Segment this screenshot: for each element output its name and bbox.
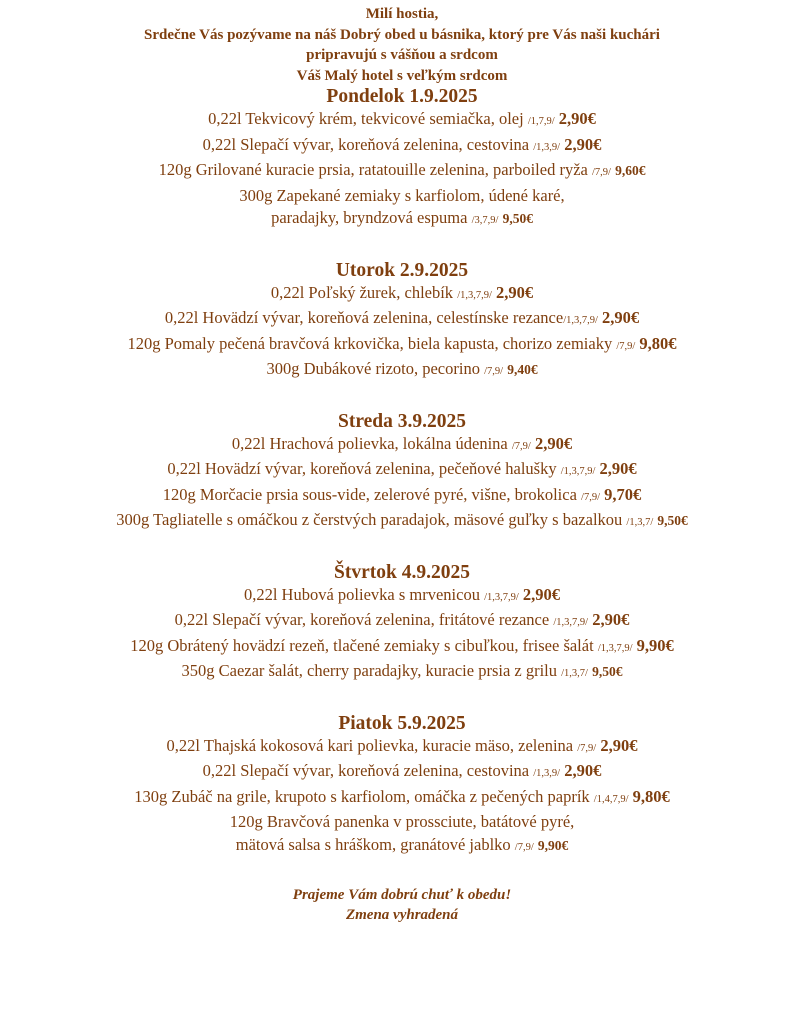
price: 2,90€ [496, 282, 534, 302]
menu-item [0, 134, 804, 160]
allergens: /1,3,9/ [533, 141, 561, 153]
day-section [0, 260, 804, 384]
allergens: /7,9/ [577, 742, 597, 754]
closing-note: Zmena vyhradená [345, 907, 459, 923]
day-section [0, 411, 804, 535]
intro-block [0, 4, 804, 86]
menu-item [0, 458, 804, 484]
invitation-line-2: pripravujú s vášňou a srdcom [306, 47, 498, 63]
allergens: /7,9/ [616, 340, 636, 352]
price: 9,60€ [615, 163, 646, 178]
price: 9,80€ [632, 786, 670, 806]
dish-text: 120g Morčacie prsia sous-vide, zelerové pyré, višne, brokolica [162, 484, 582, 504]
menu-item [0, 660, 804, 686]
price: 9,50€ [502, 211, 533, 226]
dish-text: 350g Caezar šalát, cherry paradajky, kuracie prsia z grilu [181, 661, 562, 680]
price: 2,90€ [534, 433, 573, 453]
menu-item [0, 509, 804, 535]
day-section [0, 562, 804, 686]
closing-wish: Prajeme Vám dobrú chuť k obedu! [292, 887, 512, 903]
allergens: /1,3,7,9/ [553, 617, 589, 628]
dish-text: 300g Tagliatelle s omáčkou z čerstvých paradajok, mäsové guľky s bazalkou [116, 510, 627, 529]
dish-text: 120g Grilované kuracie prsia, ratatouille zelenina, parboiled ryža [158, 160, 592, 179]
allergens: /7,9/ [511, 440, 531, 452]
allergens: /1,4,7,9/ [593, 793, 629, 805]
dish-text: 300g Dubákové rizoto, pecorino [266, 359, 485, 378]
menu-item [0, 834, 804, 860]
dish-text: 0,22l Hovädzí vývar, koreňová zelenina, celestínske rezance [164, 308, 564, 327]
menu-item [0, 358, 804, 384]
allergens: /3,7,9/ [471, 215, 499, 226]
allergens: /1,3,7,9/ [597, 642, 633, 654]
menu-item [0, 185, 804, 208]
allergens: /7,9/ [591, 167, 611, 178]
allergens: /1,3,7,9/ [560, 466, 596, 477]
day-section [0, 86, 804, 233]
dish-text: 0,22l Hubová polievka s mrvenicou [243, 584, 485, 604]
menu-item [0, 584, 804, 610]
dish-text: 120g Pomaly pečená bravčová krkovička, biela kapusta, chorizo zemiaky [127, 333, 617, 353]
price: 9,90€ [537, 837, 569, 853]
dish-text: 130g Zubáč na grile, krupoto s karfiolom, omáčka z pečených paprík [134, 786, 594, 806]
dish-text: mätová salsa s hráškom, granátové jablko [235, 834, 515, 854]
price: 2,90€ [599, 459, 637, 478]
allergens: /7,9/ [581, 491, 601, 503]
menu-item [0, 760, 804, 786]
day-title: Piatok 5.9.2025 [338, 712, 466, 734]
day-section [0, 713, 804, 860]
allergens: /1,7,9/ [527, 116, 555, 127]
allergens: /1,3,7,9/ [563, 315, 598, 326]
price: 9,90€ [636, 635, 674, 655]
menu-item [0, 333, 804, 359]
dish-text: paradajky, bryndzová espuma [271, 208, 472, 227]
allergens: /1,3,7,9/ [484, 591, 519, 603]
price: 2,90€ [600, 735, 638, 755]
allergens: /7,9/ [514, 841, 534, 853]
day-title: Pondelok 1.9.2025 [326, 86, 478, 107]
dish-text: 0,22l Hrachová polievka, lokálna údenina [231, 433, 512, 453]
menu-item [0, 433, 804, 459]
day-title: Štvrtok 4.9.2025 [334, 561, 470, 583]
closing-block [0, 885, 804, 925]
dish-text: 0,22l Tekvicový krém, tekvicové semiačka, olej [208, 109, 528, 128]
menu-item [0, 609, 804, 635]
greeting: Milí hostia, [365, 6, 439, 22]
dish-text: 0,22l Slepačí vývar, koreňová zelenina, fritátové rezance [174, 610, 554, 629]
dish-text: 0,22l Slepačí vývar, koreňová zelenina, cestovina [202, 761, 534, 780]
menu-item [0, 108, 804, 134]
allergens: /7,9/ [484, 366, 504, 377]
price: 2,90€ [564, 134, 602, 154]
dish-text: 0,22l Hovädzí vývar, koreňová zelenina, pečeňové halušky [167, 459, 561, 478]
allergens: /1,3,7/ [561, 668, 588, 679]
day-title: Utorok 2.9.2025 [335, 259, 469, 281]
dish-text: 120g Obrátený hovädzí rezeň, tlačené zemiaky s cibuľkou, frisee šalát [130, 635, 598, 655]
price: 2,90€ [558, 109, 596, 128]
price: 9,40€ [507, 362, 538, 377]
price: 2,90€ [602, 308, 640, 327]
menu-item [0, 811, 804, 834]
invitation-line-1: Srdečne Vás pozývame na náš Dobrý obed u básnika, ktorý pre Vás naši kuchári [144, 26, 660, 43]
price: 2,90€ [564, 761, 602, 780]
allergens: /1,3,7,9/ [457, 289, 492, 301]
dish-text: 120g Bravčová panenka v prossciute, batátové pyré, [229, 812, 575, 831]
menu-item [0, 282, 804, 308]
menu-item [0, 307, 804, 333]
dish-text: 300g Zapekané zemiaky s karfiolom, údené karé, [239, 185, 565, 205]
menu-item [0, 735, 804, 761]
price: 9,50€ [592, 664, 623, 679]
price: 9,50€ [657, 513, 688, 528]
price: 2,90€ [592, 610, 630, 629]
allergens: /1,3,9/ [533, 768, 561, 779]
menu-item [0, 635, 804, 661]
allergens: /1,3,7/ [626, 517, 654, 528]
dish-text: 0,22l Thajská kokosová kari polievka, kuracie mäso, zelenina [166, 735, 578, 755]
menu-item [0, 484, 804, 510]
dish-text: 0,22l Poľský žurek, chlebík [270, 282, 458, 302]
price: 2,90€ [522, 584, 561, 604]
price: 9,70€ [604, 484, 642, 504]
menu-item [0, 786, 804, 812]
menu-item [0, 159, 804, 185]
day-title: Streda 3.9.2025 [337, 410, 467, 432]
price: 9,80€ [639, 333, 677, 353]
menu-item [0, 207, 804, 233]
dish-text: 0,22l Slepačí vývar, koreňová zelenina, cestovina [202, 134, 534, 154]
signature-line: Váš Malý hotel s veľkým srdcom [296, 67, 508, 84]
daily-menus [0, 86, 804, 859]
